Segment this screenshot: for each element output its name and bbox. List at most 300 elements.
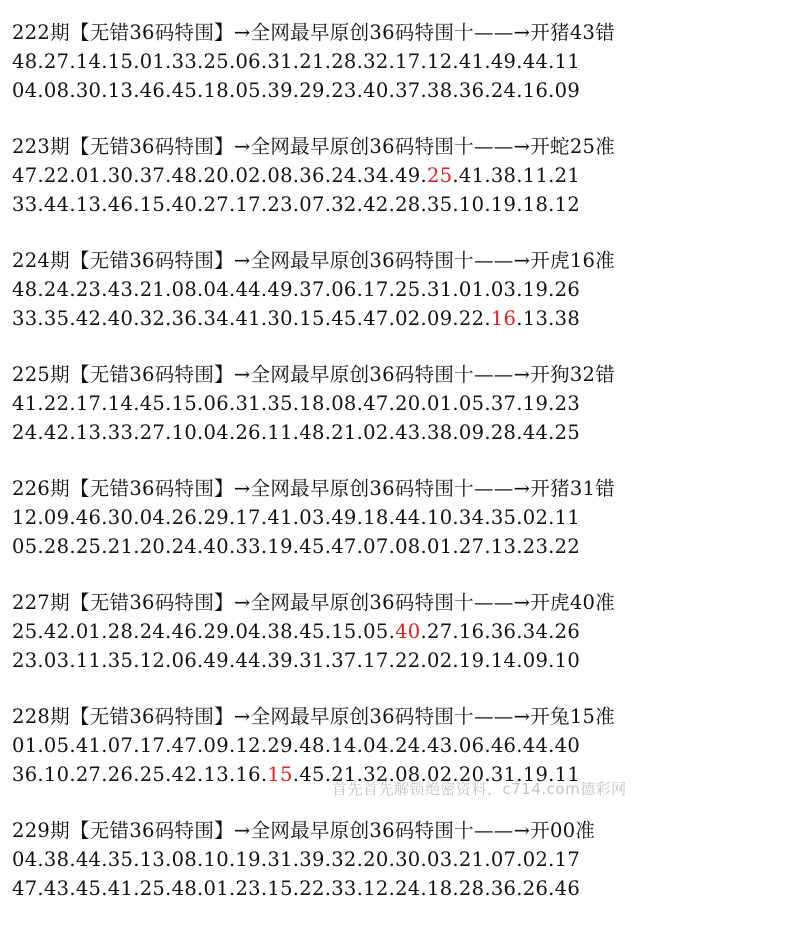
period-header: 226期【无错36码特围】→全网最早原创36码特围十——→开猪31错 [12, 477, 616, 500]
period-block [12, 702, 792, 816]
number-cell: 44 [235, 649, 261, 672]
number-cell: 22 [43, 392, 70, 415]
separator-dot: . [101, 278, 108, 301]
separator-dot: . [548, 763, 555, 786]
number-cell: 33 [235, 535, 261, 558]
separator-dot: . [165, 50, 172, 73]
separator-dot: . [516, 734, 523, 757]
number-cell: 04 [235, 620, 261, 643]
number-cell: 06 [235, 50, 261, 73]
separator-dot: . [37, 649, 44, 672]
separator-dot: . [356, 278, 364, 301]
number-cell: 36 [490, 877, 517, 900]
number-cell: 47 [171, 734, 198, 757]
number-cell: 47 [363, 392, 389, 415]
number-cell: 17 [363, 649, 389, 672]
number-cell: 30 [267, 307, 293, 330]
number-cell: 05 [235, 79, 261, 102]
separator-dot: . [324, 421, 332, 444]
number-cell: 12 [426, 50, 453, 73]
separator-dot: . [516, 193, 523, 216]
separator-dot: . [356, 506, 364, 529]
watermark-text: 首先首先解锁绝密资料，c714.com德彩网 [332, 780, 627, 798]
separator-dot: . [484, 649, 491, 672]
separator-dot: . [292, 734, 300, 757]
number-cell: 44 [522, 421, 549, 444]
number-cell: 11 [522, 164, 549, 187]
separator-dot: . [548, 848, 555, 871]
separator-dot: . [420, 620, 427, 643]
number-cell: 43 [43, 877, 70, 900]
separator-dot: . [420, 506, 427, 529]
separator-dot: . [165, 649, 172, 672]
number-cell: 12 [12, 506, 38, 529]
separator-dot: . [165, 278, 172, 301]
separator-dot: . [356, 734, 364, 757]
number-cell: 48 [171, 164, 198, 187]
period-header: 228期【无错36码特围】→全网最早原创36码特围十——→开兔15准 [12, 705, 616, 728]
number-cell: 45 [75, 877, 102, 900]
separator-dot: . [356, 620, 364, 643]
separator-dot: . [484, 50, 491, 73]
number-cell: 02 [426, 649, 453, 672]
separator-dot: . [37, 50, 44, 73]
number-cell: 33 [331, 877, 357, 900]
separator-dot: . [548, 79, 555, 102]
number-cell: 24 [43, 278, 70, 301]
number-cell: 04 [139, 506, 166, 529]
number-cell: 10 [554, 649, 581, 672]
number-cell: 23 [75, 278, 102, 301]
separator-dot: . [165, 848, 172, 871]
separator-dot: . [548, 620, 555, 643]
number-cell: 04 [363, 734, 389, 757]
separator-dot: . [197, 164, 204, 187]
separator-dot: . [516, 877, 523, 900]
number-cell: 10 [43, 763, 70, 786]
separator-dot: . [260, 763, 268, 786]
separator-dot: . [324, 649, 332, 672]
separator-dot: . [228, 734, 236, 757]
number-cell: 27 [139, 421, 166, 444]
separator-dot: . [548, 392, 555, 415]
separator-dot: . [228, 392, 236, 415]
number-cell: 04 [203, 278, 229, 301]
separator-dot: . [197, 734, 204, 757]
number-cell: 28 [107, 620, 134, 643]
separator-dot: . [388, 535, 396, 558]
separator-dot: . [452, 307, 459, 330]
separator-dot: . [260, 307, 268, 330]
number-cell: 01 [426, 535, 453, 558]
number-row [12, 190, 792, 219]
separator-dot: . [452, 164, 459, 187]
number-cell: 26 [554, 278, 581, 301]
separator-dot: . [324, 79, 332, 102]
number-cell: 28 [331, 50, 357, 73]
number-cell: 26 [171, 506, 198, 529]
number-cell: 42 [171, 763, 198, 786]
number-cell: 02 [426, 763, 453, 786]
separator-dot: . [133, 50, 140, 73]
separator-dot: . [197, 763, 204, 786]
number-cell: 17 [363, 278, 389, 301]
number-cell: 28 [458, 877, 485, 900]
separator-dot: . [292, 193, 300, 216]
number-cell: 31 [426, 278, 453, 301]
number-cell: 08 [171, 848, 198, 871]
separator-dot: . [260, 164, 268, 187]
number-cell: 48 [12, 50, 38, 73]
number-cell: 49 [203, 649, 229, 672]
separator-dot: . [101, 734, 108, 757]
separator-dot: . [37, 193, 44, 216]
separator-dot: . [101, 79, 108, 102]
separator-dot: . [260, 535, 268, 558]
number-cell: 41 [458, 50, 485, 73]
number-cell: 14 [490, 649, 517, 672]
number-cell: 47 [12, 877, 38, 900]
number-cell: 05 [363, 620, 389, 643]
separator-dot: . [260, 79, 268, 102]
separator-dot: . [420, 278, 427, 301]
number-cell: 41 [458, 164, 485, 187]
separator-dot: . [101, 307, 108, 330]
separator-dot: . [516, 278, 523, 301]
number-cell: 25 [75, 535, 102, 558]
number-cell: 13 [490, 535, 517, 558]
number-cell: 12 [139, 649, 166, 672]
number-cell: 49 [331, 506, 357, 529]
number-cell: 21 [458, 848, 485, 871]
number-cell: 08 [267, 164, 293, 187]
period-block [12, 246, 792, 360]
separator-dot: . [101, 506, 108, 529]
separator-dot: . [516, 535, 523, 558]
number-cell: 31 [299, 649, 325, 672]
separator-dot: . [292, 421, 300, 444]
number-row [12, 76, 792, 105]
separator-dot: . [101, 392, 108, 415]
number-cell: 36 [458, 79, 485, 102]
separator-dot: . [101, 535, 108, 558]
separator-dot: . [133, 877, 140, 900]
number-cell: 10 [426, 506, 453, 529]
number-cell: 34 [363, 164, 389, 187]
separator-dot: . [356, 877, 364, 900]
separator-dot: . [165, 307, 172, 330]
separator-dot: . [420, 307, 427, 330]
separator-dot: . [452, 535, 459, 558]
separator-dot: . [484, 421, 491, 444]
number-cell: 40 [203, 535, 229, 558]
number-cell: 20 [203, 164, 229, 187]
number-cell: 36 [490, 620, 517, 643]
separator-dot: . [388, 392, 396, 415]
number-cell: 07 [363, 535, 389, 558]
number-cell: 17 [139, 734, 166, 757]
number-cell: 25 [554, 421, 581, 444]
separator-dot: . [101, 50, 108, 73]
number-cell: 14 [75, 50, 102, 73]
separator-dot: . [165, 421, 172, 444]
separator-dot: . [69, 421, 76, 444]
number-cell: 40 [171, 193, 198, 216]
number-cell: 41 [267, 506, 293, 529]
number-cell: 01 [75, 164, 102, 187]
number-cell: 12 [235, 734, 261, 757]
separator-dot: . [548, 50, 555, 73]
number-cell: 20 [395, 392, 421, 415]
number-cell: 02 [395, 307, 421, 330]
separator-dot: . [292, 848, 300, 871]
separator-dot: . [69, 164, 76, 187]
number-cell: 18 [203, 79, 229, 102]
separator-dot: . [388, 278, 396, 301]
hit-number: 16 [490, 307, 517, 330]
number-cell: 46 [554, 877, 581, 900]
separator-dot: . [292, 763, 300, 786]
number-cell: 33 [12, 307, 38, 330]
period-block [12, 18, 792, 132]
number-cell: 05 [43, 734, 70, 757]
number-cell: 09 [458, 421, 485, 444]
number-cell: 19 [522, 763, 549, 786]
number-cell: 38 [554, 307, 581, 330]
number-cell: 18 [426, 877, 453, 900]
separator-dot: . [260, 877, 268, 900]
separator-dot: . [260, 50, 268, 73]
separator-dot: . [101, 649, 108, 672]
number-cell: 38 [43, 848, 70, 871]
separator-dot: . [548, 164, 555, 187]
separator-dot: . [324, 506, 332, 529]
number-cell: 41 [107, 877, 134, 900]
number-cell: 22 [299, 877, 325, 900]
separator-dot: . [260, 392, 268, 415]
number-cell: 09 [426, 307, 453, 330]
number-cell: 35 [490, 506, 517, 529]
separator-dot: . [69, 506, 76, 529]
number-cell: 49 [490, 50, 517, 73]
separator-dot: . [452, 50, 459, 73]
number-cell: 24 [139, 620, 166, 643]
separator-dot: . [260, 421, 268, 444]
number-cell: 46 [75, 506, 102, 529]
separator-dot: . [197, 848, 204, 871]
number-cell: 37 [139, 164, 166, 187]
number-cell: 11 [267, 421, 293, 444]
number-cell: 25 [12, 620, 38, 643]
separator-dot: . [420, 649, 427, 672]
separator-dot: . [101, 763, 108, 786]
number-cell: 10 [203, 848, 229, 871]
number-cell: 45 [331, 307, 357, 330]
hit-number: 40 [395, 620, 421, 643]
separator-dot: . [69, 307, 76, 330]
separator-dot: . [69, 763, 76, 786]
number-cell: 45 [139, 392, 166, 415]
separator-dot: . [292, 307, 300, 330]
separator-dot: . [165, 734, 172, 757]
separator-dot: . [228, 278, 236, 301]
separator-dot: . [133, 278, 140, 301]
separator-dot: . [420, 734, 427, 757]
number-cell: 26 [554, 620, 581, 643]
number-cell: 34 [458, 506, 485, 529]
number-cell: 25 [139, 763, 166, 786]
number-cell: 24 [171, 535, 198, 558]
separator-dot: . [260, 278, 268, 301]
number-cell: 08 [43, 79, 70, 102]
separator-dot: . [548, 877, 555, 900]
number-cell: 42 [43, 421, 70, 444]
number-cell: 20 [458, 763, 485, 786]
number-cell: 17 [554, 848, 581, 871]
number-row [12, 161, 792, 190]
separator-dot: . [133, 535, 140, 558]
number-cell: 27 [203, 193, 229, 216]
number-cell: 31 [267, 50, 293, 73]
number-cell: 07 [107, 734, 134, 757]
number-cell: 01 [139, 50, 166, 73]
number-cell: 40 [107, 307, 134, 330]
number-cell: 40 [554, 734, 581, 757]
separator-dot: . [484, 877, 491, 900]
number-cell: 32 [139, 307, 166, 330]
separator-dot: . [548, 307, 555, 330]
number-cell: 46 [139, 79, 166, 102]
separator-dot: . [69, 620, 76, 643]
number-cell: 07 [299, 193, 325, 216]
separator-dot: . [356, 164, 364, 187]
number-cell: 01 [75, 620, 102, 643]
separator-dot: . [292, 79, 300, 102]
number-cell: 41 [75, 734, 102, 757]
number-cell: 47 [331, 535, 357, 558]
separator-dot: . [260, 649, 268, 672]
number-cell: 27 [43, 50, 70, 73]
separator-dot: . [165, 763, 172, 786]
separator-dot: . [548, 278, 555, 301]
hit-number: 25 [426, 164, 453, 187]
number-cell: 46 [490, 734, 517, 757]
number-cell: 48 [12, 278, 38, 301]
number-cell: 01 [203, 877, 229, 900]
separator-dot: . [133, 164, 140, 187]
period-header: 227期【无错36码特围】→全网最早原创36码特围十——→开虎40准 [12, 591, 616, 614]
number-cell: 21 [331, 421, 357, 444]
separator-dot: . [197, 421, 204, 444]
separator-dot: . [292, 649, 300, 672]
number-cell: 15 [267, 877, 293, 900]
number-cell: 47 [363, 307, 389, 330]
separator-dot: . [37, 392, 44, 415]
number-cell: 23 [554, 392, 581, 415]
separator-dot: . [420, 421, 427, 444]
number-row [12, 418, 792, 447]
separator-dot: . [324, 50, 332, 73]
number-cell: 06 [203, 392, 229, 415]
number-cell: 15 [139, 193, 166, 216]
number-cell: 06 [171, 649, 198, 672]
period-header: 229期【无错36码特围】→全网最早原创36码特围十——→开00准 [12, 819, 596, 842]
number-cell: 07 [490, 848, 517, 871]
separator-dot: . [165, 392, 172, 415]
separator-dot: . [484, 164, 491, 187]
separator-dot: . [228, 50, 236, 73]
number-row [12, 646, 792, 675]
separator-dot: . [324, 763, 332, 786]
separator-dot: . [165, 506, 172, 529]
number-cell: 23 [12, 649, 38, 672]
separator-dot: . [324, 307, 332, 330]
number-cell: 36 [299, 164, 325, 187]
separator-dot: . [37, 79, 44, 102]
separator-dot: . [388, 193, 396, 216]
separator-dot: . [228, 506, 236, 529]
separator-dot: . [260, 193, 268, 216]
number-cell: 18 [299, 392, 325, 415]
number-cell: 33 [107, 421, 134, 444]
separator-dot: . [228, 649, 236, 672]
document-body [12, 18, 792, 930]
separator-dot: . [197, 193, 204, 216]
number-cell: 02 [522, 506, 549, 529]
number-cell: 13 [203, 763, 229, 786]
number-cell: 31 [267, 848, 293, 871]
separator-dot: . [69, 877, 76, 900]
number-cell: 36 [12, 763, 38, 786]
number-cell: 35 [107, 649, 134, 672]
separator-dot: . [69, 79, 76, 102]
number-row [12, 731, 792, 760]
separator-dot: . [452, 79, 459, 102]
number-cell: 28 [490, 421, 517, 444]
number-cell: 13 [107, 79, 134, 102]
number-cell: 15 [299, 307, 325, 330]
number-cell: 37 [395, 79, 421, 102]
separator-dot: . [133, 307, 140, 330]
separator-dot: . [356, 649, 364, 672]
number-row [12, 617, 792, 646]
separator-dot: . [516, 421, 523, 444]
separator-dot: . [69, 278, 76, 301]
number-cell: 23 [235, 877, 261, 900]
separator-dot: . [548, 734, 555, 757]
separator-dot: . [516, 307, 523, 330]
separator-dot: . [292, 278, 300, 301]
number-cell: 19 [522, 278, 549, 301]
separator-dot: . [388, 877, 396, 900]
period-block [12, 132, 792, 246]
number-cell: 24 [395, 734, 421, 757]
separator-dot: . [165, 877, 172, 900]
number-cell: 23 [267, 193, 293, 216]
separator-dot: . [133, 506, 140, 529]
separator-dot: . [197, 50, 204, 73]
separator-dot: . [548, 193, 555, 216]
separator-dot: . [324, 734, 332, 757]
number-cell: 43 [395, 421, 421, 444]
separator-dot: . [484, 278, 491, 301]
number-cell: 23 [331, 79, 357, 102]
number-cell: 22 [458, 307, 485, 330]
number-cell: 02 [522, 848, 549, 871]
number-cell: 44 [235, 278, 261, 301]
separator-dot: . [452, 649, 459, 672]
number-cell: 09 [522, 649, 549, 672]
